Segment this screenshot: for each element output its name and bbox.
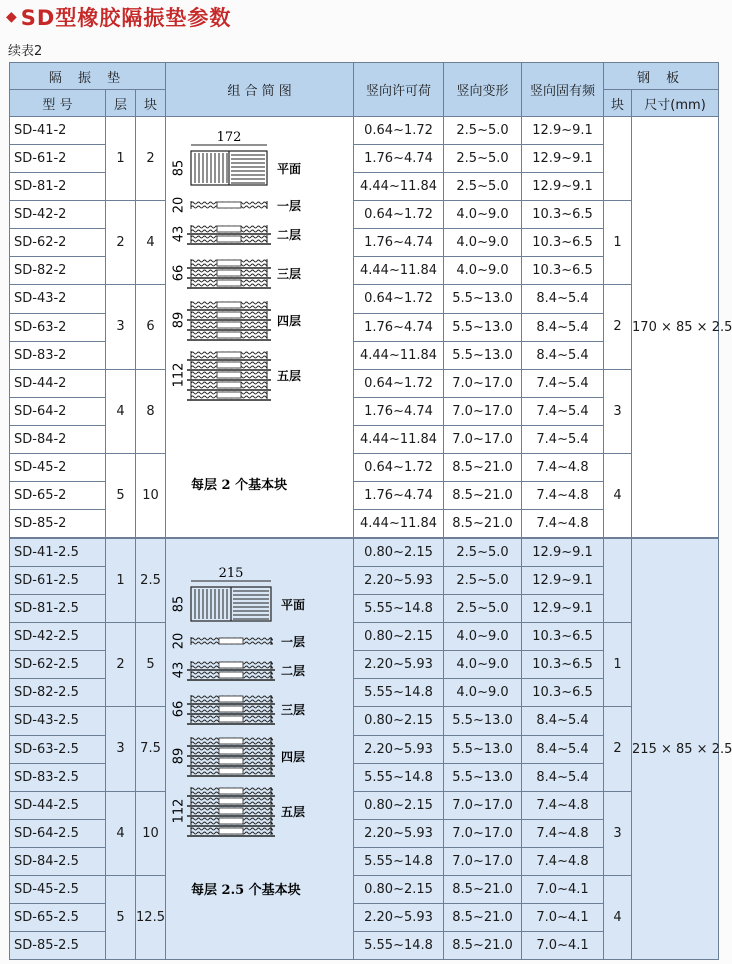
model-cell: SD-42-2: [10, 201, 106, 229]
model-cell: SD-84-2: [10, 425, 106, 453]
header-steel-size: 尺寸(mm): [632, 90, 719, 117]
header-diagram: 组 合 简 图: [166, 63, 354, 117]
model-cell: SD-43-2.5: [10, 707, 106, 735]
model-cell: SD-84-2.5: [10, 847, 106, 875]
deform-cell: 4.0~9.0: [444, 623, 522, 651]
header-layers: 层: [106, 90, 136, 117]
blocks-cell: 2.5: [136, 538, 166, 623]
layer-name: 平面: [281, 598, 306, 612]
freq-cell: 10.3~6.5: [522, 257, 604, 285]
load-cell: 2.20~5.93: [354, 819, 444, 847]
freq-cell: 12.9~9.1: [522, 595, 604, 623]
table-header: [10, 63, 719, 117]
model-cell: SD-61-2: [10, 145, 106, 173]
layer-stack-4: [187, 737, 275, 776]
deform-cell: 5.5~13.0: [444, 707, 522, 735]
load-cell: 0.80~2.15: [354, 875, 444, 903]
load-cell: 0.80~2.15: [354, 538, 444, 567]
steel-blocks-cell: 3: [604, 791, 632, 875]
load-cell: 2.20~5.93: [354, 735, 444, 763]
blocks-cell: 6: [136, 285, 166, 369]
deform-cell: 2.5~5.0: [444, 145, 522, 173]
load-cell: 0.64~1.72: [354, 453, 444, 481]
freq-cell: 10.3~6.5: [522, 679, 604, 707]
steel-blocks-cell: 4: [604, 875, 632, 959]
freq-cell: 12.9~9.1: [522, 145, 604, 173]
layers-cell: 4: [106, 791, 136, 875]
deform-cell: 4.0~9.0: [444, 229, 522, 257]
freq-cell: 8.4~5.4: [522, 313, 604, 341]
freq-cell: 8.4~5.4: [522, 763, 604, 791]
table-row: [10, 538, 719, 567]
layer-name: 三层: [277, 267, 302, 281]
model-cell: SD-85-2: [10, 510, 106, 539]
load-cell: 0.64~1.72: [354, 369, 444, 397]
layers-cell: 2: [106, 201, 136, 285]
header-freq: 竖向固有频: [522, 63, 604, 117]
load-cell: 0.80~2.15: [354, 707, 444, 735]
freq-cell: 7.4~4.8: [522, 847, 604, 875]
layer-stack-3: [187, 695, 275, 724]
model-cell: SD-81-2.5: [10, 595, 106, 623]
height-label: 112: [171, 798, 187, 824]
layer-name: 三层: [281, 703, 306, 717]
layers-cell: 3: [106, 285, 136, 369]
layers-cell: 2: [106, 623, 136, 707]
load-cell: 2.20~5.93: [354, 567, 444, 595]
diagram-caption: 每层 2 个基本块: [191, 478, 288, 493]
layer-stack-4: [187, 301, 271, 340]
load-cell: 0.64~1.72: [354, 117, 444, 145]
load-cell: 5.55~14.8: [354, 932, 444, 960]
table-row: [10, 875, 719, 903]
model-cell: SD-63-2: [10, 313, 106, 341]
load-cell: 4.44~11.84: [354, 510, 444, 539]
freq-cell: 7.4~4.8: [522, 482, 604, 510]
header-pad: 隔 振 垫: [10, 63, 166, 90]
freq-cell: 7.0~4.1: [522, 875, 604, 903]
model-cell: SD-85-2.5: [10, 932, 106, 960]
steel-blocks-cell: 4: [604, 453, 632, 538]
table-row: [10, 117, 719, 145]
freq-cell: 8.4~5.4: [522, 341, 604, 369]
model-cell: SD-65-2.5: [10, 904, 106, 932]
layers-cell: 1: [106, 117, 136, 201]
freq-cell: 8.4~5.4: [522, 285, 604, 313]
deform-cell: 8.5~21.0: [444, 875, 522, 903]
layers-cell: 5: [106, 453, 136, 538]
layer-stack-1: [191, 637, 273, 645]
model-cell: SD-82-2: [10, 257, 106, 285]
combination-diagram: [166, 538, 354, 960]
load-cell: 4.44~11.84: [354, 173, 444, 201]
freq-cell: 7.0~4.1: [522, 904, 604, 932]
deform-cell: 4.0~9.0: [444, 651, 522, 679]
freq-cell: 7.4~5.4: [522, 369, 604, 397]
height-label: 66: [171, 264, 187, 282]
combination-diagram: [166, 117, 354, 539]
deform-cell: 8.5~21.0: [444, 932, 522, 960]
page-title-text: SD型橡胶隔振垫参数: [20, 6, 232, 30]
freq-cell: 8.4~5.4: [522, 735, 604, 763]
deform-cell: 2.5~5.0: [444, 567, 522, 595]
blocks-cell: 4: [136, 201, 166, 285]
deform-cell: 5.5~13.0: [444, 735, 522, 763]
freq-cell: 12.9~9.1: [522, 117, 604, 145]
deform-cell: 4.0~9.0: [444, 679, 522, 707]
freq-cell: 7.4~4.8: [522, 791, 604, 819]
layers-cell: 1: [106, 538, 136, 623]
height-label: 43: [171, 661, 187, 679]
layer-stack-2: [187, 661, 275, 680]
model-cell: SD-64-2.5: [10, 819, 106, 847]
load-cell: 0.80~2.15: [354, 791, 444, 819]
load-cell: 1.76~4.74: [354, 482, 444, 510]
steel-blocks-cell: 2: [604, 707, 632, 791]
load-cell: 2.20~5.93: [354, 651, 444, 679]
model-cell: SD-81-2: [10, 173, 106, 201]
deform-cell: 2.5~5.0: [444, 538, 522, 567]
freq-cell: 7.4~4.8: [522, 819, 604, 847]
plan-view: [191, 587, 271, 621]
deform-cell: 7.0~17.0: [444, 369, 522, 397]
blocks-cell: 2: [136, 117, 166, 201]
diagram-svg: [166, 117, 354, 537]
steel-blocks-cell: [604, 117, 632, 201]
height-label: 66: [171, 700, 187, 718]
freq-cell: 12.9~9.1: [522, 173, 604, 201]
deform-cell: 2.5~5.0: [444, 117, 522, 145]
model-cell: SD-44-2: [10, 369, 106, 397]
layer-name: 二层: [281, 664, 306, 678]
deform-cell: 5.5~13.0: [444, 285, 522, 313]
load-cell: 4.44~11.84: [354, 425, 444, 453]
layer-name: 二层: [277, 228, 302, 242]
load-cell: 5.55~14.8: [354, 595, 444, 623]
load-cell: 0.64~1.72: [354, 285, 444, 313]
width-label: 215: [218, 566, 244, 581]
load-cell: 5.55~14.8: [354, 847, 444, 875]
model-cell: SD-42-2.5: [10, 623, 106, 651]
layer-name: 五层: [281, 805, 306, 819]
freq-cell: 10.3~6.5: [522, 651, 604, 679]
deform-cell: 2.5~5.0: [444, 173, 522, 201]
model-cell: SD-83-2.5: [10, 763, 106, 791]
deform-cell: 7.0~17.0: [444, 397, 522, 425]
model-cell: SD-45-2: [10, 453, 106, 481]
table-row: [10, 201, 719, 229]
model-cell: SD-45-2.5: [10, 875, 106, 903]
load-cell: 4.44~11.84: [354, 257, 444, 285]
load-cell: 1.76~4.74: [354, 397, 444, 425]
section-2-block: [10, 117, 732, 539]
model-cell: SD-83-2: [10, 341, 106, 369]
height-label: 85: [171, 595, 187, 613]
steel-size-cell: 170 × 85 × 2.5: [632, 117, 719, 539]
freq-cell: 7.4~4.8: [522, 510, 604, 539]
deform-cell: 8.5~21.0: [444, 482, 522, 510]
header-load: 竖向许可荷: [354, 63, 444, 117]
load-cell: 5.55~14.8: [354, 679, 444, 707]
header-blocks: 块: [136, 90, 166, 117]
table-row: [10, 707, 719, 735]
layer-name: 一层: [281, 635, 306, 649]
deform-cell: 8.5~21.0: [444, 904, 522, 932]
load-cell: 1.76~4.74: [354, 145, 444, 173]
model-cell: SD-61-2.5: [10, 567, 106, 595]
steel-blocks-cell: 2: [604, 285, 632, 369]
model-cell: SD-63-2.5: [10, 735, 106, 763]
diagram-svg: [166, 539, 354, 959]
layer-stack-3: [187, 259, 271, 288]
deform-cell: 4.0~9.0: [444, 257, 522, 285]
deform-cell: 7.0~17.0: [444, 819, 522, 847]
table-subtitle: 续表2: [8, 44, 43, 59]
layer-stack-1: [191, 201, 267, 209]
model-cell: SD-41-2: [10, 117, 106, 145]
load-cell: 0.80~2.15: [354, 623, 444, 651]
layers-cell: 4: [106, 369, 136, 453]
deform-cell: 7.0~17.0: [444, 425, 522, 453]
diagram-caption: 每层 2.5 个基本块: [191, 883, 301, 898]
layers-cell: 5: [106, 875, 136, 959]
deform-cell: 2.5~5.0: [444, 595, 522, 623]
blocks-cell: 12.5: [136, 875, 166, 959]
layer-stack-2: [187, 225, 271, 244]
model-cell: SD-62-2: [10, 229, 106, 257]
section-2-5-block: [10, 538, 732, 960]
page-title: [6, 2, 231, 32]
steel-blocks-cell: 1: [604, 201, 632, 285]
layer-name: 四层: [277, 314, 302, 328]
height-label: 85: [171, 159, 187, 177]
deform-cell: 5.5~13.0: [444, 313, 522, 341]
layer-stack-5: [187, 351, 271, 400]
steel-blocks-cell: 1: [604, 623, 632, 707]
table-row: [10, 369, 719, 397]
table-row: [10, 453, 719, 481]
model-cell: SD-64-2: [10, 397, 106, 425]
blocks-cell: 7.5: [136, 707, 166, 791]
header-model: 型 号: [10, 90, 106, 117]
deform-cell: 5.5~13.0: [444, 763, 522, 791]
model-cell: SD-82-2.5: [10, 679, 106, 707]
model-cell: SD-65-2: [10, 482, 106, 510]
deform-cell: 5.5~13.0: [444, 341, 522, 369]
steel-blocks-cell: [604, 538, 632, 623]
freq-cell: 7.4~4.8: [522, 453, 604, 481]
table-row: [10, 623, 719, 651]
height-label: 89: [171, 747, 187, 765]
layer-name: 平面: [277, 162, 302, 176]
header-deform: 竖向变形: [444, 63, 522, 117]
height-label: 112: [171, 362, 187, 388]
deform-cell: 7.0~17.0: [444, 791, 522, 819]
blocks-cell: 10: [136, 791, 166, 875]
load-cell: 4.44~11.84: [354, 341, 444, 369]
layers-cell: 3: [106, 707, 136, 791]
model-cell: SD-43-2: [10, 285, 106, 313]
header-steel-blocks: 块: [604, 90, 632, 117]
height-label: 20: [171, 196, 187, 214]
spec-table: [9, 62, 732, 960]
model-cell: SD-41-2.5: [10, 538, 106, 567]
model-cell: SD-62-2.5: [10, 651, 106, 679]
model-cell: SD-44-2.5: [10, 791, 106, 819]
deform-cell: 4.0~9.0: [444, 201, 522, 229]
table-row: [10, 285, 719, 313]
steel-size-cell: 215 × 85 × 2.5: [632, 538, 719, 960]
load-cell: 1.76~4.74: [354, 229, 444, 257]
height-label: 43: [171, 225, 187, 243]
blocks-cell: 5: [136, 623, 166, 707]
freq-cell: 10.3~6.5: [522, 201, 604, 229]
layer-stack-5: [187, 787, 275, 836]
load-cell: 1.76~4.74: [354, 313, 444, 341]
plan-view: [191, 151, 267, 185]
layer-name: 四层: [281, 750, 306, 764]
layer-name: 五层: [277, 369, 302, 383]
width-label: 172: [216, 130, 242, 145]
load-cell: 5.55~14.8: [354, 763, 444, 791]
blocks-cell: 8: [136, 369, 166, 453]
steel-blocks-cell: 3: [604, 369, 632, 453]
load-cell: 0.64~1.72: [354, 201, 444, 229]
freq-cell: 8.4~5.4: [522, 707, 604, 735]
diamond-bullet-icon: ◆: [6, 9, 18, 25]
freq-cell: 7.4~5.4: [522, 397, 604, 425]
freq-cell: 7.0~4.1: [522, 932, 604, 960]
height-label: 20: [171, 632, 187, 650]
freq-cell: 10.3~6.5: [522, 623, 604, 651]
height-label: 89: [171, 311, 187, 329]
freq-cell: 12.9~9.1: [522, 538, 604, 567]
freq-cell: 10.3~6.5: [522, 229, 604, 257]
table-row: [10, 791, 719, 819]
header-steel: 钢 板: [604, 63, 719, 90]
freq-cell: 7.4~5.4: [522, 425, 604, 453]
layer-name: 一层: [277, 199, 302, 213]
load-cell: 2.20~5.93: [354, 904, 444, 932]
freq-cell: 12.9~9.1: [522, 567, 604, 595]
blocks-cell: 10: [136, 453, 166, 538]
deform-cell: 8.5~21.0: [444, 453, 522, 481]
deform-cell: 7.0~17.0: [444, 847, 522, 875]
deform-cell: 8.5~21.0: [444, 510, 522, 539]
